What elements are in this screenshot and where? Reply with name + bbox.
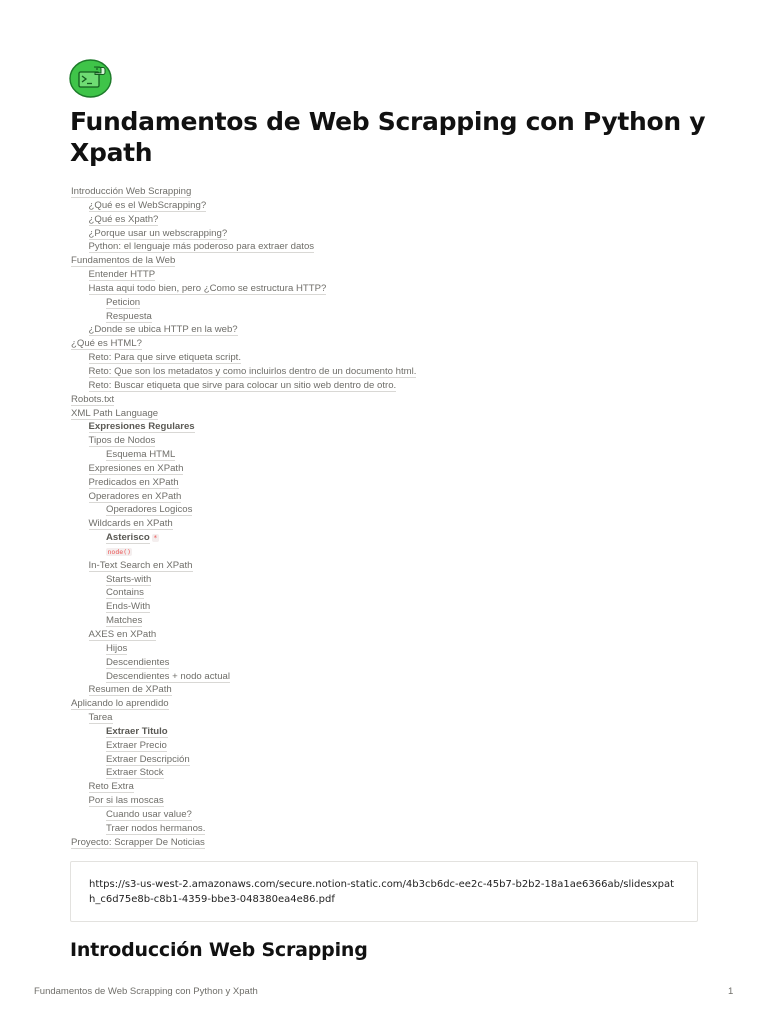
toc-item[interactable] [71,393,711,407]
toc-item-label[interactable]: Extraer Titulo [106,725,168,737]
toc-item[interactable] [71,240,711,254]
toc-item-label[interactable]: node() [107,547,131,556]
footer-title: Fundamentos de Web Scrapping con Python y Xpath [34,986,258,997]
toc-item[interactable] [71,476,711,490]
toc-item-label[interactable]: ¿Porque usar un webscrapping? [88,227,228,239]
toc-item[interactable] [71,462,711,476]
toc-item-label[interactable]: Descendientes + nodo actual [106,670,231,682]
toc-item[interactable] [71,351,711,365]
toc-item-label[interactable]: AXES en XPath [88,629,157,640]
toc-item-label[interactable]: Cuando usar value? [106,808,192,820]
toc-item[interactable] [71,697,711,711]
toc-item-label[interactable]: Expresiones Regulares [88,421,195,433]
toc-item[interactable] [71,656,711,670]
toc-item-label[interactable]: Aplicando lo aprendido [71,698,169,710]
toc-item[interactable] [71,323,711,337]
toc-item-label[interactable]: Por si las moscas [88,795,164,807]
toc-item-label[interactable]: Python: el lenguaje más poderoso para extraer datos [88,241,315,253]
toc-item-label[interactable]: Descendientes [106,656,170,668]
toc-item[interactable] [71,490,711,504]
toc-item[interactable] [71,254,711,268]
toc-item-label[interactable]: Contains [106,587,144,599]
toc-item[interactable] [71,586,711,600]
toc-item[interactable] [71,766,711,780]
asterisk-code-mark: * [153,534,158,543]
toc-item[interactable] [71,753,711,767]
toc-item-label[interactable]: Asterisco [106,532,150,544]
toc-item[interactable] [71,794,711,808]
toc-item[interactable] [71,517,711,531]
toc-item[interactable] [71,559,711,573]
toc-item-label[interactable]: Entender HTTP [88,269,156,281]
toc-item[interactable] [71,199,711,213]
toc-item[interactable] [71,185,711,199]
toc-item-label[interactable]: Reto: Buscar etiqueta que sirve para colocar un sitio web dentro de otro. [88,379,397,391]
toc-item-label[interactable]: Proyecto: Scrapper De Noticias [71,836,205,848]
toc-item-label[interactable]: Hijos [106,642,128,654]
toc-item-label[interactable]: XML Path Language [71,407,159,419]
toc-item[interactable] [71,434,711,448]
toc-item[interactable] [71,670,711,684]
toc-item-label[interactable]: Operadores en XPath [88,490,182,502]
toc-item[interactable] [71,282,711,296]
toc-item[interactable] [71,448,711,462]
toc-item-label[interactable]: Extraer Stock [106,767,164,779]
toc-item[interactable] [71,545,711,559]
toc-item-label[interactable]: Introducción Web Scrapping [71,186,192,197]
toc-item[interactable] [71,822,711,836]
toc-item-label[interactable]: Wildcards en XPath [88,518,173,530]
toc-item-label[interactable]: Starts-with [106,573,152,585]
toc-item[interactable] [71,365,711,379]
toc-item-label[interactable]: Operadores Logicos [106,504,193,516]
toc-item[interactable] [71,296,711,310]
section-heading: Introducción Web Scrapping [70,939,368,961]
toc-item[interactable] [71,227,711,241]
toc-item-label[interactable]: ¿Qué es Xpath? [88,213,159,225]
toc-item[interactable] [71,503,711,517]
toc-item-label[interactable]: Extraer Descripción [106,753,190,765]
toc-item[interactable] [71,420,711,434]
toc-item[interactable] [71,808,711,822]
toc-item[interactable] [71,600,711,614]
toc-item[interactable] [71,337,711,351]
bookmark-url[interactable]: https://s3-us-west-2.amazonaws.com/secure.notion-static.com/4b3cb6dc-ee2c-45b7-b2b2-18a1ae6366ab/slidesxpath_c6d75e8b-c8b1-4359-bbe3-048380ea4e86.pdf [89,879,675,905]
toc-item-label[interactable]: Extraer Precio [106,739,167,751]
pdf-bookmark[interactable] [70,861,698,922]
toc-item-label[interactable]: ¿Qué es el WebScrapping? [88,199,207,211]
footer-page-number: 1 [728,986,734,997]
toc-item-label[interactable]: Resumen de XPath [88,684,172,696]
toc-item-label[interactable]: Reto: Para que sirve etiqueta script. [88,352,242,364]
toc-item-label[interactable]: Reto: Que son los metadatos y como incluirlos dentro de un documento html. [88,365,417,377]
toc-item[interactable] [71,711,711,725]
toc-item-label[interactable]: Matches [106,615,143,627]
toc-item-label[interactable]: Ends-With [106,601,151,613]
toc-item[interactable] [71,573,711,587]
python-terminal-icon [69,59,112,98]
toc-item[interactable] [71,683,711,697]
toc-item[interactable] [71,379,711,393]
toc-item-label[interactable]: ¿Qué es HTML? [71,338,142,350]
toc-item[interactable] [71,739,711,753]
toc-item[interactable] [71,213,711,227]
toc-item[interactable] [71,628,711,642]
toc-item-label[interactable]: Reto Extra [88,781,134,793]
toc-item-label[interactable]: Esquema HTML [106,449,176,461]
page-title: Fundamentos de Web Scrapping con Python y Xpath [70,107,706,167]
toc-item[interactable] [71,407,711,421]
toc-item-label[interactable]: Peticion [106,296,141,308]
toc-item[interactable] [71,614,711,628]
toc-item-label[interactable]: Tarea [88,712,113,724]
toc-item-label[interactable]: ¿Donde se ubica HTTP en la web? [88,324,238,336]
table-of-contents [71,185,711,850]
toc-item-label[interactable]: Robots.txt [71,393,115,405]
toc-item-label[interactable]: Tipos de Nodos [88,435,156,447]
toc-item[interactable] [71,642,711,656]
toc-item-label[interactable]: Hasta aqui todo bien, pero ¿Como se estructura HTTP? [88,282,327,294]
toc-item-label[interactable]: Fundamentos de la Web [71,255,176,267]
toc-item[interactable] [71,310,711,324]
toc-item[interactable] [71,725,711,739]
toc-item[interactable] [71,268,711,282]
toc-item-label[interactable]: Predicados en XPath [88,476,179,488]
toc-item-label[interactable]: Expresiones en XPath [88,462,184,474]
toc-item[interactable] [71,531,711,545]
toc-item-label[interactable]: Traer nodos hermanos. [106,822,206,834]
toc-item[interactable] [71,780,711,794]
toc-item-label[interactable]: In-Text Search en XPath [88,559,193,571]
toc-item[interactable] [71,836,711,850]
toc-item-label[interactable]: Respuesta [106,310,152,322]
